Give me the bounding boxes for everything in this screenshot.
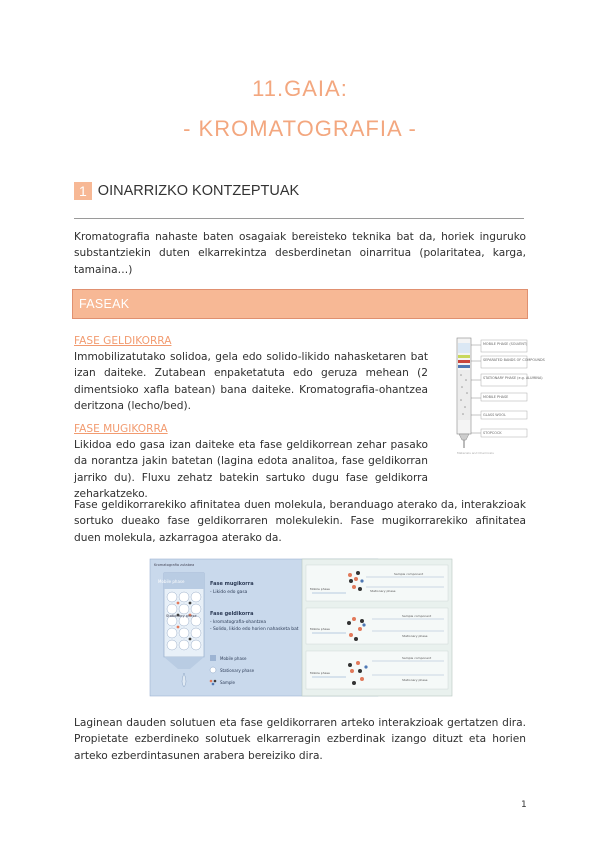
fase-geldikorra-heading: FASE GELDIKORRA bbox=[74, 335, 172, 347]
stationary-phase-label: Stationary phase bbox=[166, 614, 197, 618]
fase-geldikorra-text: Immobilizatutako solidoa, gela edo solido-likido nahasketaren bat izan daiteke. Zutabean enpaketatuta edo geruza mehean (2 dimentsioko xafla batean) bana daiteke. Kromatografia-ohantzea deritzona (lecho/bed). bbox=[74, 351, 428, 413]
page-title-line2: - KROMATOGRAFIA - bbox=[183, 116, 417, 141]
mobile-phase-label: Mobile phase bbox=[158, 579, 185, 584]
mug-item: - Likido edo gasa bbox=[210, 590, 248, 595]
row3-top: Sample component bbox=[402, 656, 432, 660]
geld-title: Fase geldikorra bbox=[210, 611, 254, 617]
col-label-2: STATIONARY PHASE (e.g. ALUMINA) bbox=[483, 376, 543, 380]
row1-top: Sample component bbox=[394, 572, 424, 576]
chromatography-column-figure bbox=[437, 335, 545, 457]
page-number: 1 bbox=[521, 800, 527, 810]
affinity-paragraph: Fase geldikorrarekiko afinitatea duen molekula, beranduago aterako da, interakzioak sortuko dueako fase geldikorraren molekulekin. Fase mugikorrarekiko afinitatea duen molekula, azkarragoa aterako da. bbox=[74, 499, 526, 544]
section-number: 1 bbox=[74, 182, 92, 200]
separation-diagram bbox=[302, 559, 452, 696]
col-label-5: STOPCOCK bbox=[483, 431, 502, 435]
faseak-banner: FASEAK bbox=[72, 289, 528, 319]
col-label-4: GLASS WOOL bbox=[483, 413, 506, 417]
fase-mugikorra-text: Likidoa edo gasa izan daiteke eta fase geldikorrean zehar pasako da norantza jakin batetan (lagina edota analitoa, fase geldikorran jarriko du). Fluxu zehatz batekin sartuko dugu fase geldikorra zeharkatzeko. bbox=[74, 439, 428, 501]
divider bbox=[74, 218, 524, 219]
col-caption: Materials and Chemicals bbox=[457, 451, 494, 455]
row2-bottom: Stationary phase bbox=[402, 634, 428, 638]
col-label-0: MOBILE PHASE (SOLVENT) bbox=[483, 342, 528, 346]
row3-bottom: Stationary phase bbox=[402, 678, 428, 682]
geld-item2: - Solido, likido edo horien nahasketa bat bbox=[210, 627, 299, 632]
row2-top: Sample component bbox=[402, 614, 432, 618]
legend-stationary: Stationary phase bbox=[220, 668, 255, 673]
geld-item1: - kromatografia-ohantzea bbox=[210, 620, 267, 625]
section-heading bbox=[74, 182, 299, 200]
legend-swatch-mobile bbox=[210, 655, 216, 661]
diagram-top-note: Kromatografia zutabea bbox=[154, 563, 195, 567]
row1-left: Mobile phase bbox=[310, 587, 330, 591]
interaction-paragraph: Laginean dauden solutuen eta fase geldikorraren arteko interakzioak gertatzen dira. Propietate ezberdineko solutuek elkarreragin ezberdinak izango dituzt eta horien arteko ezberdintasunen arabera bereiziko dira. bbox=[74, 717, 526, 762]
mug-title: Fase mugikorra bbox=[210, 581, 254, 587]
col-label-1: SEPARATED BANDS OF COMPOUNDS bbox=[483, 358, 545, 362]
legend-sample: Sample bbox=[220, 680, 235, 685]
page-title-line1: 11.GAIA: bbox=[252, 76, 348, 101]
legend-swatch-stationary bbox=[210, 667, 216, 673]
legend-mobile: Mobile phase bbox=[220, 656, 247, 661]
section-title: OINARRIZKO KONTZEPTUAK bbox=[97, 183, 300, 199]
col-label-3: MOBILE PHASE bbox=[483, 395, 509, 399]
row2-left: Mobile phase bbox=[310, 627, 330, 631]
fase-mugikorra-heading: FASE MUGIKORRA bbox=[74, 423, 168, 435]
row3-left: Mobile phase bbox=[310, 671, 330, 675]
intro-paragraph: Kromatografia nahaste baten osagaiak bereisteko teknika bat da, horiek inguruko substantziekin duten elkarrekintza desberdinetan oinarritua (polaritatea, karga, tamaina…) bbox=[74, 231, 526, 276]
row1-bottom: Stationary phase bbox=[370, 589, 396, 593]
